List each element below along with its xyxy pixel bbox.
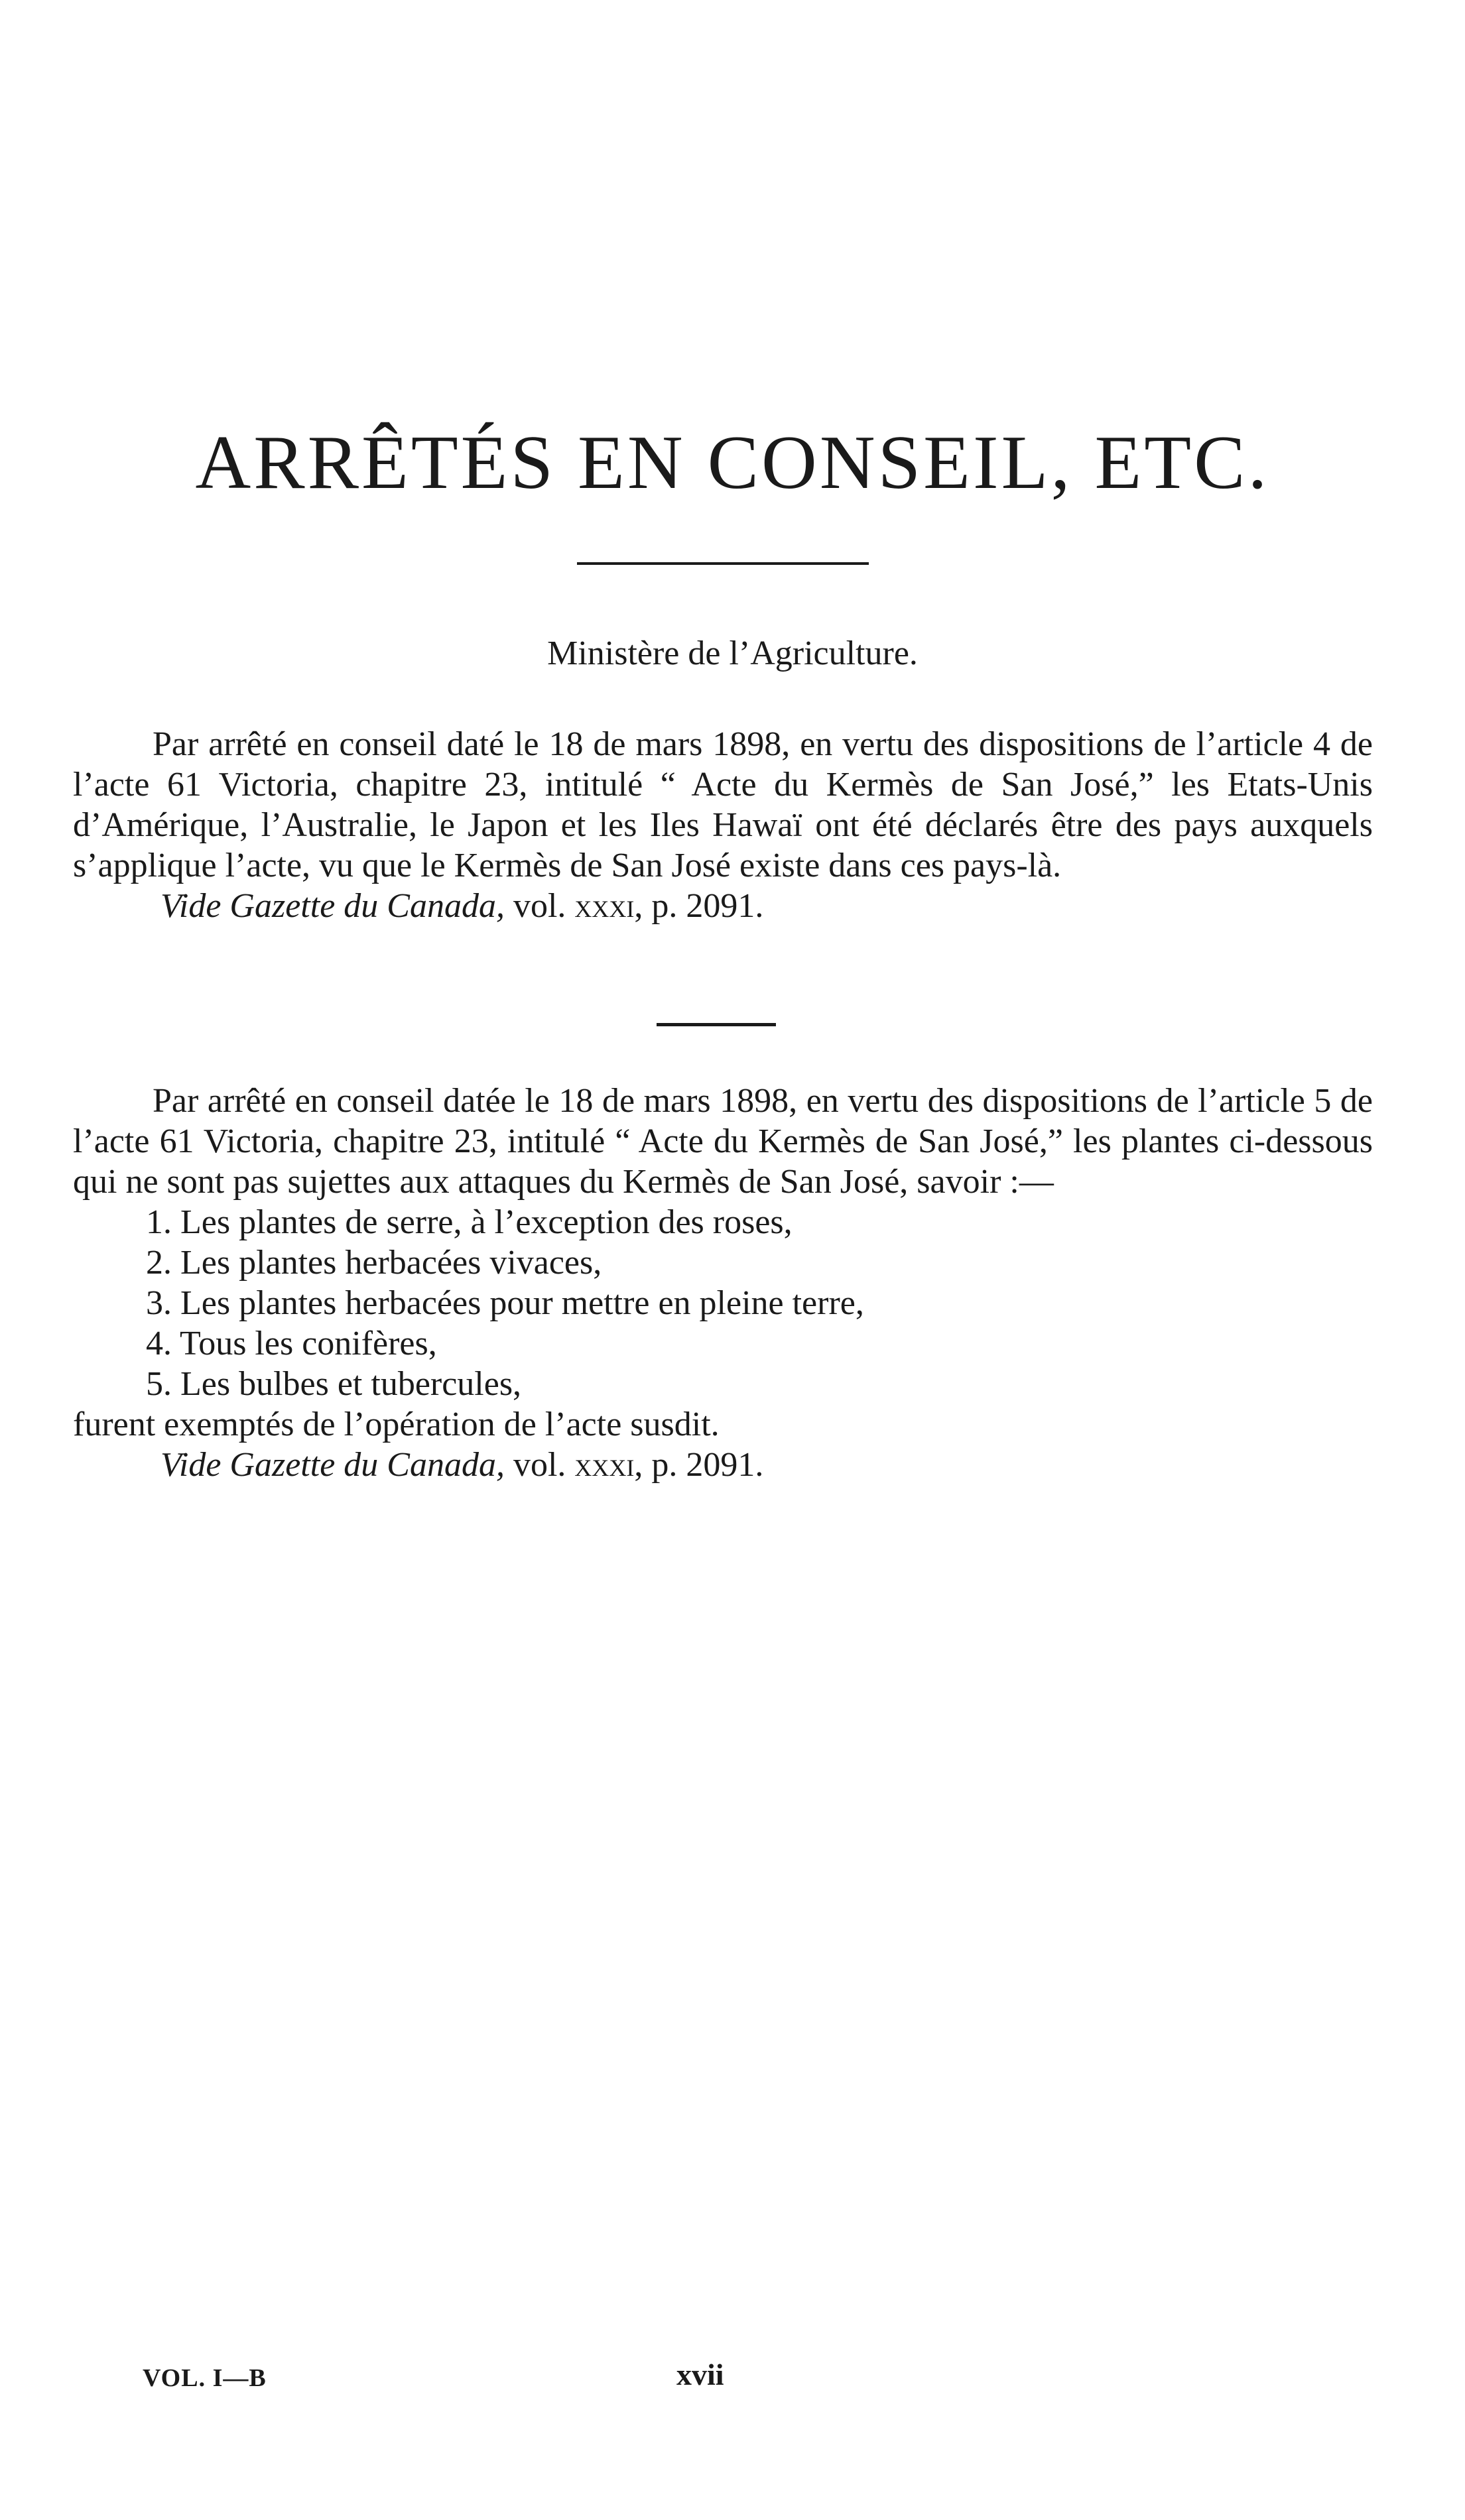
title-divider bbox=[577, 562, 869, 565]
list-item: 1. Les plantes de serre, à l’exception des roses, bbox=[146, 1203, 793, 1241]
citation-page: , p. 2091. bbox=[634, 887, 764, 925]
list-item: 2. Les plantes herbacées vivaces, bbox=[146, 1244, 602, 1282]
page-title: ARRÊTÉS EN CONSEIL, ETC. bbox=[195, 420, 1270, 505]
citation-page: , p. 2091. bbox=[634, 1446, 764, 1484]
order-2-closing: furent exemptés de l’opération de l’acte susdit. bbox=[73, 1406, 720, 1443]
order-2-citation bbox=[73, 1445, 1373, 1485]
citation-source: Vide Gazette du Canada, bbox=[160, 887, 505, 925]
citation-volume: xxxi bbox=[574, 887, 635, 925]
section-heading: Ministère de l’Agriculture. bbox=[547, 634, 918, 672]
page-number: xvii bbox=[676, 2358, 724, 2391]
volume-signature: VOL. I—B bbox=[143, 2364, 267, 2392]
section-divider bbox=[657, 1023, 776, 1026]
order-1-citation bbox=[73, 886, 1373, 926]
citation-vol-label: vol. bbox=[513, 887, 566, 925]
order-paragraph-1 bbox=[73, 724, 1373, 926]
citation-vol-label: vol. bbox=[513, 1446, 566, 1484]
list-item: 3. Les plantes herbacées pour mettre en pleine terre, bbox=[146, 1284, 864, 1322]
citation-volume: xxxi bbox=[574, 1446, 635, 1484]
list-item: 4. Tous les conifères, bbox=[146, 1325, 437, 1362]
list-item: 5. Les bulbes et tubercules, bbox=[146, 1365, 522, 1403]
citation-source: Vide Gazette du Canada, bbox=[160, 1446, 505, 1484]
order-1-text: Par arrêté en conseil daté le 18 de mars 1898, en vertu des dispositions de l’article 4 de l’acte 61 Victoria, chapitre 23, intitulé “ Acte du Kermès de San José,” les Etats-Unis d’Amérique, l’Australie, le Japon et les Iles Hawaï ont été déclarés être des pays auxquels s’applique l’acte, vu que le Kermès de San José existe dans ces pays-là. bbox=[73, 725, 1373, 884]
order-paragraph-2 bbox=[73, 1081, 1373, 1485]
order-2-intro: Par arrêté en conseil datée le 18 de mars 1898, en vertu des dispositions de l’article 5 de l’acte 61 Victoria, chapitre 23, intitulé “ Acte du Kermès de San José,” les plantes ci-dessous qui ne sont pas sujettes aux attaques du Kermès de San José, savoir :— bbox=[73, 1082, 1373, 1201]
